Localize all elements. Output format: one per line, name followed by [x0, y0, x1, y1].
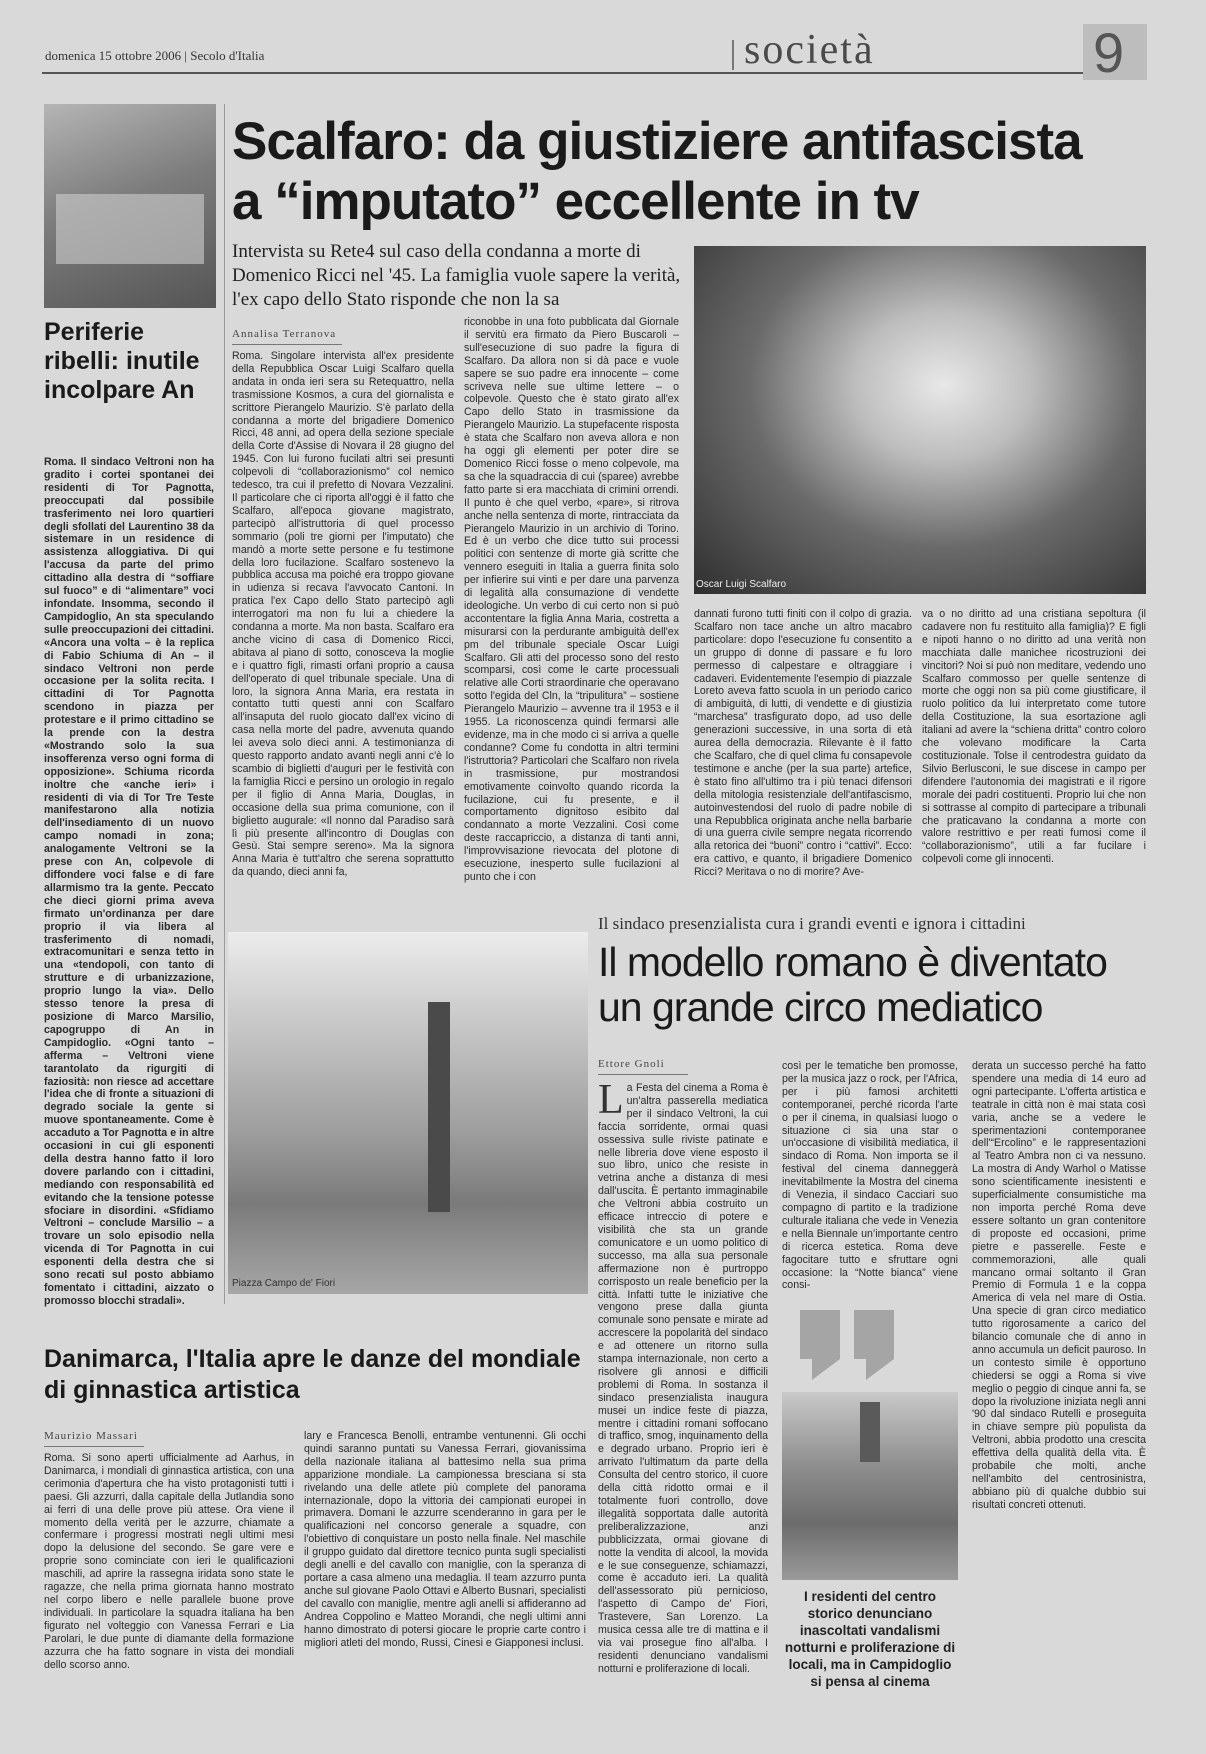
- section-divider: [732, 40, 734, 70]
- campidoglio-photo: [782, 1392, 958, 1580]
- main-byline: Annalisa Terranova: [232, 328, 337, 340]
- main-headline-line1: Scalfaro: da giustiziere antifascista: [232, 112, 1082, 171]
- third-column-1: Roma. Si sono aperti ufficialmente ad Aarhus, in Danimarca, i mondiali di ginnastica artistica, con una cerimonia d'apertura che ha visto protagonisti tutti i paesi. Gli azzurri, dalla capitale della Jutlandia sono ai ferri di una delle prove più attese. Ora viene il momento della verità per le azzurre, chiamate a confermare i progressi mostrati negli ultimi mesi dopo la delusione del secondo. Se gare vere e proprie sono cominciate con ieri le qualificazioni maschili, ad aprire la rassegna iridata sono state le ragazze, che nella prima giornata hanno mostrato nel corpo libero e nelle parallele buone prove individuali. In particolare la squadra italiana ha ben figurato nel volteggio con Vanessa Ferrari e Lia Parolari, le due punte di diamante della formazione azzurra che ha fatto sognare in vista dei mondiali dello scorso anno.: [44, 1452, 294, 1671]
- protest-banner: [56, 194, 204, 264]
- column-rule: [224, 104, 225, 1304]
- third-byline-rule: [44, 1446, 144, 1447]
- second-byline: Ettore Gnoli: [598, 1058, 665, 1070]
- second-kicker: Il sindaco presenzialista cura i grandi eventi e ignora i cittadini: [598, 914, 1026, 933]
- main-column-4: va o no diritto ad una cristiana sepoltura (il cadavere non fu restituito alla famiglia)? E figli e nipoti hanno o no diritto ad una verità non macchiata dalle manichee ricostruzioni dei vincitori? Noi si può non meditare, vedendo uno Scalfaro commosso per quelle sentenze di morte che oggi non sa più come giustificare, il ruolo politico da lui interpretato come tutore della Costituzione, la sua esortazione agli italiani ad avere la “schiena dritta” contro coloro che volevano modificare la Carta costituzionale. Tolse il centrodestra guidato da Silvio Berlusconi, le sue discese in campo per difendere l'autonomia dei magistrati e il rigore morale dei padri costituenti. Proprio lui che non si sottrasse al compito di partecipare a tribunali che praticavano la condanna a morte con valore restrittivo e per reati fumosi come il “collaborazionismo”, utili a far fucilare i colpevoli come gli innocenti.: [922, 608, 1146, 866]
- third-column-2: lary e Francesca Benolli, entrambe ventunenni. Gli occhi quindi saranno puntati su Vanessa Ferrari, giovanissima della nazionale italiana al battesimo nella sua prima apparizione mondiale. La campionessa bresciana si sta rivelando una delle atlete più complete del panorama internazionale, dopo la vittoria dei campionati europei in primavera. Domani le azzurre scenderanno in gara per le qualificazioni nel concorso generale a squadre, con l'obiettivo di conquistare un posto nella finale. Nel maschile il gruppo guidato dal direttore tecnico punta sugli specialisti degli anelli e del cavallo con maniglie, con la speranza di portare a casa almeno una medaglia. Il team azzurro punta anche sul giovane Paolo Ottavi e Alberto Busnari, specialisti del cavallo con maniglie, mentre agli anelli si affideranno ad Andrea Coppolino e Matteo Morandi, che negli ultimi anni hanno dimostrato di potersi giocare le proprie carte contro i migliori atleti del mondo, Russi, Cinesi e Giapponesi inclusi.: [304, 1430, 586, 1649]
- left-headline: Periferie ribelli: inutile incolpare An: [44, 318, 200, 404]
- campo-de-fiori-photo: [228, 932, 588, 1294]
- protest-photo: [44, 104, 216, 308]
- header-date-paper: domenica 15 ottobre 2006 | Secolo d'Italia: [45, 48, 265, 63]
- left-article-body: Roma. Il sindaco Veltroni non ha gradito i cortei spontanei dei residenti di Tor Pagnotta, preoccupati dal possibile trasferimento nei loro quartieri degli sfollati del Laurentino 38 da sistemare in un residence di assistenza alloggiativa. Di qui l'accusa da parte del primo cittadino alla destra di “soffiare sul fuoco” e di “alimentare” voci infondate. Insomma, secondo il Campidoglio, An sta speculando sulle preoccupazioni dei cittadini. «Ancora una volta – è la replica di Fabio Schiuma di An – il sindaco Veltroni non perde occasione per la solita recita. I cittadini di Tor Pagnotta scendono in piazza per protestare e il primo cittadino se la prende con la destra «Mostrando solo la sua insofferenza verso ogni forma di opposizione». Schiuma ricorda inoltre che «anche ieri» i residenti di via di Tor Tre Teste manifestarono alla notizia dell'insediamento di un nuovo campo nomadi in zona; analogamente Veltroni se la prese con An, colpevole di diffondere voci false e di fare allarmismo tra la gente. Peccato che dieci giorni prima aveva firmato un'ordinanza per dare proprio il via libera al trasferimento di nomadi, extracomunitari e senza tetto in una «tendopoli, con tanto di strutture e di urbanizzazione, proprio lungo la via». Dello stesso tenore la presa di posizione di Marco Marsilio, capogruppo di An in Campidoglio. «Ogni tanto – afferma – Veltroni viene tarantolato da rigurgiti di faziosità: non riesce ad accettare l'idea che di fronte a situazioni di degrado sociale la gente si muove spontaneamente. Come è accaduto a Tor Pagnotta e in altre occasioni in cui gli esponenti della destra hanno fatto il loro dovere parlando con i cittadini, mediando con responsabilità ed evitando che la tensione potesse sfociare in disordini. «Sfidiamo Veltroni – conclude Marsilio – a trovare un solo episodio nella vicenda di Tor Pagnotta in cui esponenti della destra che si sono recati sul posto abbiamo fomentato i cittadini, aizzato o promosso blocchi stradali».: [44, 456, 214, 1307]
- second-column-3: derata un successo perché ha fatto spendere una media di 14 euro ad ogni partecipante. L'offerta artistica e teatrale in città non è mai stata così varia, anche se a vedere le sperimentazioni contemporanee dell'“Ercolino” e le rappresentazioni al Teatro Ambra non ci va nessuno. La mostra di Andy Warhol o Matisse sono scientificamente inesistenti e superficialmente consumistiche ma non importa perché Roma deve essere soltanto un gran contenitore di proposte ed occasioni, prime pietre e passerelle. Feste e commemorazioni, alle quali mancano ormai soltanto il Gran Premio di Formula 1 e la coppa America di vela nel mare di Ostia. Una specie di gran circo mediatico tutto rigorosamente a carico del bilancio comunale che di anno in anno accumula un deficit pauroso. In un contesto simile è opportuno chiedersi se oggi a Roma si vive meglio o peggio di cinque anni fa, se dopo la rivoluzione iniziata negli anni '90 dal sindaco Rutelli e proseguita in chiave sempre più populista da Veltroni, abbia prodotto una crescita effettiva della qualità della vita. È probabile che molti, anche nell'ambito del centrosinistra, abbiano più di qualche dubbio sui risultati concreti ottenuti.: [972, 1060, 1146, 1511]
- third-headline: Danimarca, l'Italia apre le danze del mondiale di ginnastica artistica: [44, 1345, 581, 1404]
- section-name: società: [744, 27, 875, 73]
- second-dropcap: L: [598, 1077, 624, 1123]
- main-headline: [232, 112, 1152, 232]
- quote-marks-icon: [800, 1310, 900, 1380]
- main-column-2: riconobbe in una foto pubblicata dal Giornale il servitù era firmato da Piero Buscaroli – sull'esecuzione di suo padre la figura di Scalfaro. Da allora non si dà pace e vuole sapere se suo padre era innocente – come scriveva nelle sue ultime lettere – o colpevole. Questo che è stato girato all'ex Capo dello Stato in trasmissione da Pierangelo Maurizio. La stupefacente risposta è stata che Scalfaro non aveva allora e non ha oggi gli elementi per poter dire se Domenico Ricci fosse o meno colpevole, ma sa che la squadraccia di cui (sparee) avrebbe fatto parte si era macchiata di crimini orrendi. Il punto è che quel verbo, «pare», si ritrova anche nella sentenza di morte, rintracciata da Pierangelo Maurizio in un archivio di Torino. Ed è un verbo che dice tutto sui processi politici con sentenze di morte già scritte che vennero eseguiti in Italia a guerra finita solo per infierire sui vinti e per dare una parvenza di legalità alla consumazione di vendette ideologiche. Un verbo di cui certo non si può accontentare la figlia Anna Maria, costretta a misurarsi con la perdurante ambiguità dell'ex pm del tribunale speciale Oscar Luigi Scalfaro. Gli atti del processo sono del resto scomparsi, così come le carte processuali relative alle Corti straordinarie che operavano sotto l'egida del Cln, la “tripulitura” – sostiene Pierangelo Maurizio – avvenne tra il 1953 e il 1955. La riconoscenza quindi fermarsi alle evidenze, ma in che modo ci si arriva a quelle condanne? Come fu condotta in altri termini l'istruttoria? Particolari che Scalfaro non rivela in trasmissione, pur mostrandosi emotivamente coinvolto quando ricorda la fucilazione, cui fu presente, e il comportamento dignitoso esibito dal condannato a morte Vezzalini. Così come deste raccapriccio, a distanza di tanti anni, l'improvvisazione rievocata del plotone di esecuzione, inesperto sulle fucilazioni al punto che i con: [464, 316, 679, 883]
- second-column-1: [598, 1077, 768, 1675]
- second-headline: Il modello romano è diventato un grande circo mediatico: [598, 939, 1107, 1030]
- page-number: 9: [1093, 21, 1125, 84]
- main-column-1: Roma. Singolare intervista all'ex presidente della Repubblica Oscar Luigi Scalfaro quella andata in onda ieri sera su Retequattro, nella trasmissione Kosmos, a cura del giornalista e scrittore Pierangelo Maurizio. S'è parlato della condanna a morte del brigadiere Domenico Ricci, 48 anni, ad opera della sezione speciale della Corte d'Assise di Novara il 28 giugno del 1945. Con lui furono fucilati altri sei presunti colpevoli di “collaborazionismo” col nemico tedesco, tra cui il prefetto di Novara Vezzalini. Il particolare che ci riporta all'oggi è il fatto che Scalfaro, all'epoca giovane magistrato, partecipò all'istruttoria di quel processo sommario (poli tre giorni per l'imputato) che mandò a morte sette persone e fu testimone della loro fucilazione. Scalfaro sostenevo la pubblica accusa ma poiché era troppo giovane in udienza si recava l'avvocato Cantoni. In pratica l'ex Capo dello Stato partecipò agli interrogatori ma non fu lui a chiedere la condanna a morte. Ma non basta. Scalfaro era anche vicino di casa di Domenico Ricci, abitava al piano di sotto, conosceva la moglie e i quattro figli, rimasti orfani proprio a causa dell'operato di quel tribunale speciale. Una di loro, la signora Anna Maria, era restata in contatto tutti questi anni con Scalfaro all'insaputa del ruolo giocato dall'ex vicino di casa nella morte del padre, avvenuta quando lei aveva solo dieci anni. A testimonianza di questo rapporto andato avanti negli anni c'è lo scambio di biglietti d'auguri per le festività con la famiglia Ricci e persino un orologio in regalo per il figlio di Anna Maria, Douglas, in occasione della sua prima comunione, con il biglietto augurale: «Il nonno dal Paradiso sarà lì più presente all'incontro di Douglas con Gesù. Stai sempre sereno». Ma la signora Anna Maria è tutt'altro che serena soprattutto da quando, dieci anni fa,: [232, 350, 454, 879]
- third-byline: Maurizio Massari: [44, 1430, 138, 1442]
- main-column-3: dannati furono tutti finiti con il colpo di grazia. Scalfaro non tace anche un altro macabro particolare: dopo l'esecuzione fu consentito a un gruppo di donne di passare e fu loro permesso di calpestare e oltraggiare i cadaveri. Evidentemente l'esempio di piazzale Loreto aveva fatto scuola in un periodo carico di ambiguità, di lutti, di vendette e di giustizia “marchesa” trasfigurato dopo, ad uso delle generazioni successive, in una sorta di età aurea della democrazia. Rilevante è il fatto che Scalfaro, che di quel clima fu consapevole testimone e anche (per la sua parte) artefice, è stato fino all'ultimo tra i più tenaci difensori della mitologia resistenziale dell'antifascismo, autoinvestendosi del ruolo di padre nobile di una Repubblica originata anche nella barbarie di una guerra civile sempre negata ricorrendo alla retorica dei “buoni” contro i “cattivi”. Ecco: era cattivo, e quanto, il brigadiere Domenico Ricci? Meritava o no di morire? Ave-: [694, 608, 912, 879]
- main-deck: Intervista su Rete4 sul caso della condanna a morte di Domenico Ricci nel '45. La famiglia vuole sapere la verità, l'ex capo dello Stato risponde che non la sa: [232, 241, 681, 310]
- second-byline-rule: [598, 1074, 688, 1075]
- campo-de-fiori-caption: Piazza Campo de' Fiori: [232, 1278, 336, 1289]
- second-column-1-text: a Festa del cinema a Roma è un'altra passerella mediatica per il sindaco Veltroni, la cui faccia sorridente, ormai quasi ossessiva sulle riviste patinate e nelle libreria dove viene esposto il suo libro, unico che resiste in vetrina anche a distanza di mesi dall'uscita. È pertanto immaginabile che Veltroni abbia costruito un efficace intreccio di potere e visibilità che sta un grande comunicatore e un uomo politico di successo, ma alla sua personale affermazione non è purtroppo corrisposto un reale beneficio per la città. Infatti tutte le iniziative che vengono prese dalla giunta comunale sono pensate e mirate ad accrescere la popolarità del sindaco e ad ottenere un ritorno sulla stampa internazionale, non certo a risolvere gli annosi e difficili problemi di Roma. In sostanza il sindaco presenzialista inaugura musei un indice feste di piazza, mentre i cittadini romani soffocano di traffico, smog, inquinamento della e degrado urbano. Proprio ieri è arrivato l'ultimatum da parte della Consulta del centro storico, il cuore della città ridotto ormai e il totalmente fuori controllo, dove illegalità sopportata dalle autorità preliberalizzazione, anzi pubblicizzata, ormai giovane di notte la vendita di alcool, la movida e le sue conseguenze, schiamazzi, come è accaduto ieri. La qualità dell'assessorato più pernicioso, l'aspetto di Campo de' Fiori, Trastevere, San Lorenzo. La musica cessa alle tre di mattina e il via vai prosegue fino all'alba. I residenti denunciano vandalismi notturni e proliferazione di locali.: [598, 1082, 768, 1675]
- pull-quote: I residenti del centro storico denunciano inascoltati vandalismi notturni e proliferazione di locali, ma in Campidoglio si pensa al cinema: [784, 1589, 956, 1689]
- header-rule: [42, 72, 1147, 74]
- scalfaro-photo-caption: Oscar Luigi Scalfaro: [696, 579, 787, 590]
- main-byline-rule: [232, 344, 342, 345]
- campidoglio-tower: [860, 1402, 880, 1462]
- statue-silhouette: [428, 1002, 450, 1212]
- second-column-2: così per le tematiche ben promosse, per la musica jazz o rock, per l'Africa, per i più famosi architetti contemporanei, perché ricorda l'arte o per il cinema, in qualsiasi luogo o situazione ci sia una star o un'occasione di visibilità mediatica, il sindaco di Roma. Non importa se il festival del cinema danneggerà inevitabilmente la Mostra del cinema di Venezia, il sindaco Cacciari suo compagno di partito e la tradizione culturale italiana che vede in Venezia e nella Biennale un’importante centro di ricerca estetica. Roma deve fagocitare tutto e sfruttare ogni occasione: la “Notte bianca” viene consi-: [782, 1060, 958, 1292]
- main-headline-line2: a “imputato” eccellente in tv: [232, 172, 919, 231]
- scalfaro-photo: [694, 246, 1146, 594]
